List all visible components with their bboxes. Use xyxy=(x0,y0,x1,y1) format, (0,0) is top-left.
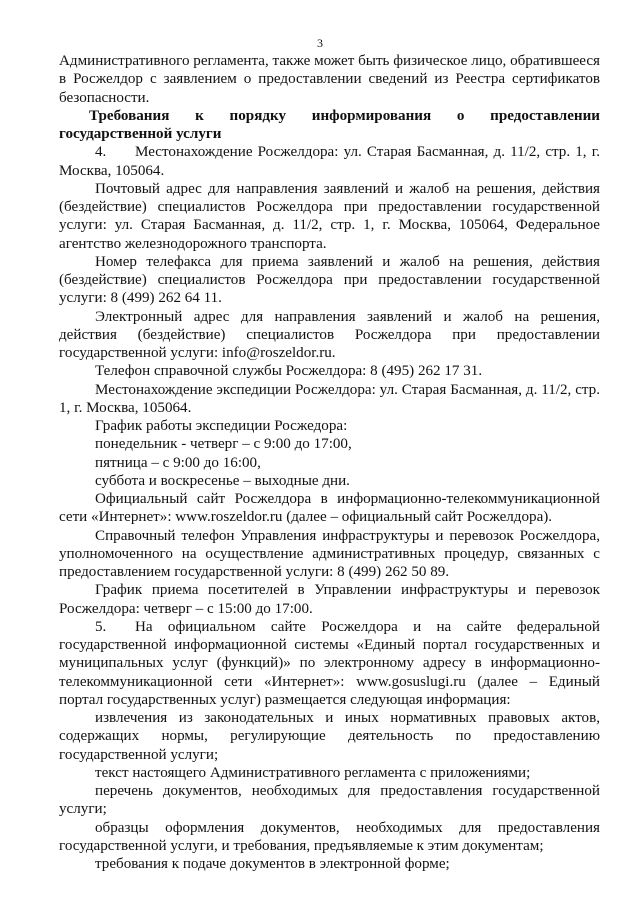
list-item-document-samples: образцы оформления документов, необходимых для предоставления государственной услуги, и требования, предъявляемые к этим документам; xyxy=(59,819,600,854)
page-number: 3 xyxy=(317,36,323,50)
paragraph-item-5 xyxy=(59,618,600,709)
item-number: 5. xyxy=(95,618,107,635)
schedule-line-mon-thu: понедельник - четверг – с 9:00 до 17:00, xyxy=(95,436,352,453)
paragraph-postal-address: Почтовый адрес для направления заявлений и жалоб на решения, действия (бездействие) специалистов Росжелдора при предоставлении государственной услуги: ул. Старая Басманная, д. 11/2, стр. 1, г. Москва, 105064, Федеральное агентство железнодорожного транспорта. xyxy=(59,180,600,252)
item-text: Местонахождение Росжелдора: ул. Старая Басманная, д. 11/2, стр. 1, г. Москва, 105064. xyxy=(59,144,600,179)
paragraph-reception-schedule: График приема посетителей в Управлении инфраструктуры и перевозок Росжелдора: четверг – с 15:00 до 17:00. xyxy=(59,582,600,617)
section-heading: Требования к порядку информирования о предоставлении государственной услуги xyxy=(59,107,600,142)
list-item-regulation-text: текст настоящего Административного регламента с приложениями; xyxy=(95,764,531,781)
schedule-line-weekend: суббота и воскресенье – выходные дни. xyxy=(95,472,350,489)
item-number: 4. xyxy=(95,144,107,161)
paragraph-fax: Номер телефакса для приема заявлений и жалоб на решения, действия (бездействие) специалистов Росжелдора при предоставлении государственной услуги: 8 (499) 262 64 11. xyxy=(59,253,600,307)
paragraph-official-site: Официальный сайт Росжелдора в информационно-телекоммуникационной сети «Интернет»: www.roszeldor.ru (далее – официальный сайт Росжелдора). xyxy=(59,491,600,526)
list-item-extracts: извлечения из законодательных и иных нормативных правовых актов, содержащих нормы, регулирующие деятельность по предоставлению государственной услуги; xyxy=(59,710,600,763)
paragraph-continuation: Административного регламента, также может быть физическое лицо, обратившееся в Росжелдор с заявлением о предоставлении сведений из Реестра сертификатов безопасности. xyxy=(59,53,600,106)
paragraph-help-phone: Телефон справочной службы Росжелдора: 8 (495) 262 17 31. xyxy=(95,363,483,380)
paragraph-item-4 xyxy=(59,143,600,180)
schedule-line-fri: пятница – с 9:00 до 16:00, xyxy=(95,454,261,471)
item-text: На официальном сайте Росжелдора и на сайте федеральной государственной информационной системы «Единый портал государственных и муниципальных услуг (функций)» по электронному адресу в информационно-телекоммуникационной сети «Интернет»: www.gosuslugi.ru (далее – Единый портал государственных услуг) размещается следующая информация: xyxy=(59,618,600,708)
paragraph-expedition-location: Местонахождение экспедиции Росжелдора: ул. Старая Басманная, д. 11/2, стр. 1, г. Москва, 105064. xyxy=(59,381,600,416)
list-item-documents-list: перечень документов, необходимых для предоставления государственной услуги; xyxy=(59,783,600,818)
paragraph-department-phone: Справочный телефон Управления инфраструктуры и перевозок Росжелдора, уполномоченного на осуществление административных процедур, связанных с предоставлением государственной услуги: 8 (499) 262 50 89. xyxy=(59,527,600,580)
paragraph-email: Электронный адрес для направления заявлений и жалоб на решения, действия (бездействие) специалистов Росжелдора при предоставлении государственной услуги: info@roszeldor.ru. xyxy=(59,308,600,361)
paragraph-schedule-title: График работы экспедиции Росжедора: xyxy=(95,418,348,434)
list-item-electronic-requirements: требования к подаче документов в электронной форме; xyxy=(95,856,450,872)
document-body xyxy=(59,52,600,873)
